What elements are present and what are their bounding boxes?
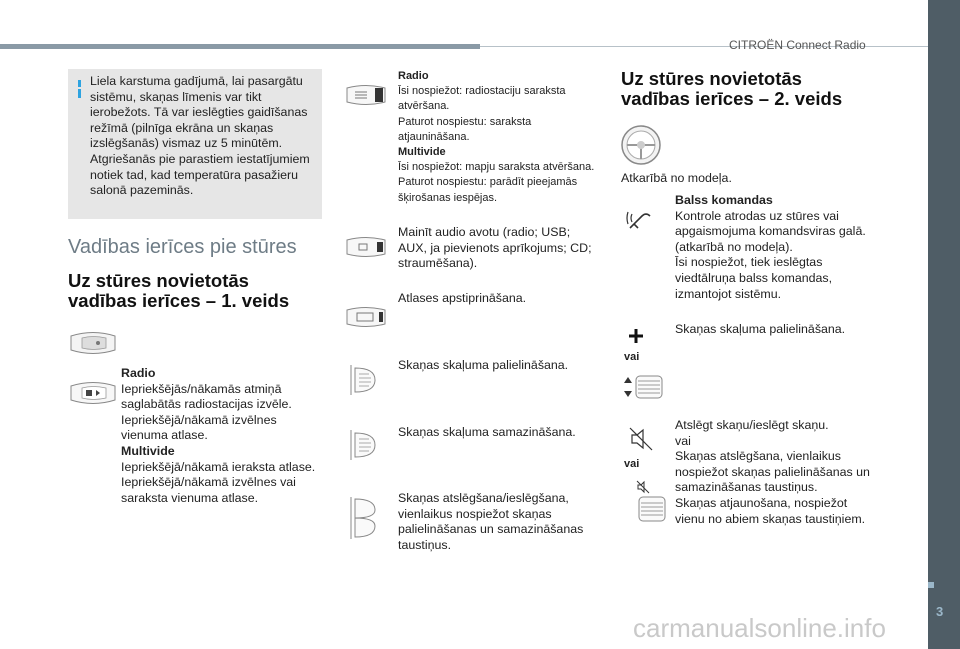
list-button-icon (345, 84, 387, 106)
text-line: Skaņas atjaunošana, nospiežot (675, 495, 848, 510)
ok-button-icon (345, 306, 387, 328)
type2-heading (621, 69, 901, 109)
volume-wheel-icon (620, 373, 664, 401)
or-label: vai (624, 458, 640, 470)
page-header-title: CITROËN Connect Radio (729, 38, 866, 52)
text-line: straumēšana). (398, 256, 478, 271)
model-dependency: Atkarībā no modeļa. (621, 171, 732, 185)
volume-up-icon (345, 362, 379, 398)
text-line: Atlases apstiprināšana. (398, 291, 527, 305)
text-line: šķirošanas iespējas. (398, 191, 498, 204)
text-line: Īsi nospiežot: mapju saraksta atvēršana. (398, 161, 595, 174)
text-line: Skaņas skaļuma samazināšana. (398, 425, 576, 439)
note-line: izslēgšanās) vismaz uz 5 minūtēm. (90, 136, 283, 151)
volume-down-icon (345, 427, 379, 463)
text-line: (atkarībā no modeļa). (675, 239, 793, 254)
note-line: salonā pazeminās. (90, 183, 194, 198)
heading-line: Uz stūres novietotās (621, 68, 802, 89)
info-icon-gap (78, 87, 81, 89)
text-line: palielināšanas un samazināšanas (398, 522, 584, 537)
text-line: nospiežot skaņas palielināšanas un (675, 464, 870, 479)
type1-description (121, 366, 321, 506)
text-line: Īsi nospiežot: radiostaciju saraksta (398, 85, 566, 98)
note-line: režīmā (pilnīga ekrāna un skaņas (90, 120, 274, 135)
text-line: Skaņas atslēgšana/ieslēgšana, (398, 491, 569, 505)
note-line: notiek tad, kad temperatūra pasažieru (90, 167, 299, 182)
side-band (928, 0, 960, 649)
text-line: Skaņas atslēgšana, vienlaikus (675, 449, 841, 464)
text-line: saraksta vienuma atlase. (121, 490, 259, 505)
text-line: Īsi nospiežot, tiek ieslēgtas (675, 255, 823, 270)
text-line: vienlaikus nospiežot skaņas (398, 506, 552, 521)
mute-description (398, 491, 598, 553)
plus-icon (628, 328, 644, 344)
page-marker (928, 582, 934, 588)
text-line: Iepriekšējā/nākamā izvēlnes (121, 412, 277, 427)
header-rule (0, 44, 480, 49)
text-line: vienuma atlase. (121, 428, 208, 443)
info-icon (78, 80, 81, 98)
text-line: Kontrole atrodas uz stūres vai (675, 208, 839, 223)
text-line: samazināšanas taustiņus. (675, 480, 818, 495)
heading-line: vadības ierīces – 2. veids (621, 88, 843, 109)
steering-control-type1-icon (68, 330, 118, 356)
text-line: Atslēgt skaņu/ieslēgt skaņu. (675, 418, 829, 432)
page-number: 3 (936, 604, 944, 619)
or-label: vai (624, 351, 640, 363)
mute-speaker-icon (628, 426, 656, 452)
volume-down-description (398, 425, 598, 441)
text-line: Paturot nospiestu: parādīt pieejamās (398, 176, 578, 189)
voice-label: Balss komandas (675, 193, 773, 207)
radio-scroll-icon (68, 380, 118, 406)
note-line: sistēmu, skaņas līmenis var tikt (90, 89, 262, 104)
text-line: izmantojot sistēmu. (675, 286, 782, 301)
text-line: vienu no abiem skaņas taustiņiem. (675, 511, 866, 526)
voice-command-description (675, 193, 875, 302)
source-button-description (398, 225, 598, 272)
text-line: Iepriekšējā/nākamā izvēlnes vai (121, 475, 296, 490)
source-button-icon (345, 236, 387, 258)
text-line: Iepriekšējās/nākamās atmiņā (121, 381, 282, 396)
voice-command-icon (624, 204, 658, 234)
radio-label: Radio (121, 366, 156, 380)
text-line: apgaismojuma komandsviras galā. (675, 224, 866, 239)
type1-heading (68, 271, 328, 311)
note-line: Liela karstuma gadījumā, lai pasargātu (90, 74, 303, 88)
radio-label: Radio (398, 70, 429, 82)
text-line: Paturot nospiestu: saraksta (398, 115, 532, 128)
text-line: Skaņas skaļuma palielināšana. (398, 358, 569, 372)
text-line: Mainīt audio avotu (radio; USB; (398, 225, 571, 239)
heading-line: Uz stūres novietotās (68, 270, 249, 291)
text-line: taustiņus. (398, 537, 452, 552)
note-line: Atgriešanās pie parastiem iestatījumiem (90, 151, 310, 166)
multimedia-label: Multivide (121, 443, 175, 458)
small-mute-icon (636, 480, 650, 494)
text-line: Iepriekšējā/nākamā ieraksta atlase. (121, 459, 316, 474)
text-line: atvēršana. (398, 100, 450, 113)
text-line: viedtālruņa balss komandas, (675, 270, 833, 285)
text-line: atjaunināšana. (398, 130, 470, 143)
info-note-text (90, 74, 318, 199)
mute-buttons-icon (345, 494, 379, 542)
volume-wheel-icon-2 (638, 495, 666, 523)
text-line: vai (675, 433, 691, 448)
watermark: carmanualsonline.info (633, 613, 886, 643)
text-line: AUX, ja pievienots aprīkojums; CD; (398, 240, 592, 255)
volume-up-description (398, 358, 598, 374)
section-title: Vadības ierīces pie stūres (68, 236, 297, 258)
ok-button-description (398, 291, 598, 307)
volume-up-description-2: Skaņas skaļuma palielināšana. (675, 322, 846, 336)
list-button-description (398, 69, 603, 206)
note-line: ierobežots. Tā var ieslēgties gaidīšanas (90, 105, 308, 120)
mute-description-2 (675, 418, 885, 527)
multimedia-label: Multivide (398, 146, 446, 159)
steering-wheel-icon (620, 124, 662, 166)
text-line: saglabātās radiostacijas izvēle. (121, 397, 292, 412)
heading-line: vadības ierīces – 1. veids (68, 290, 290, 311)
